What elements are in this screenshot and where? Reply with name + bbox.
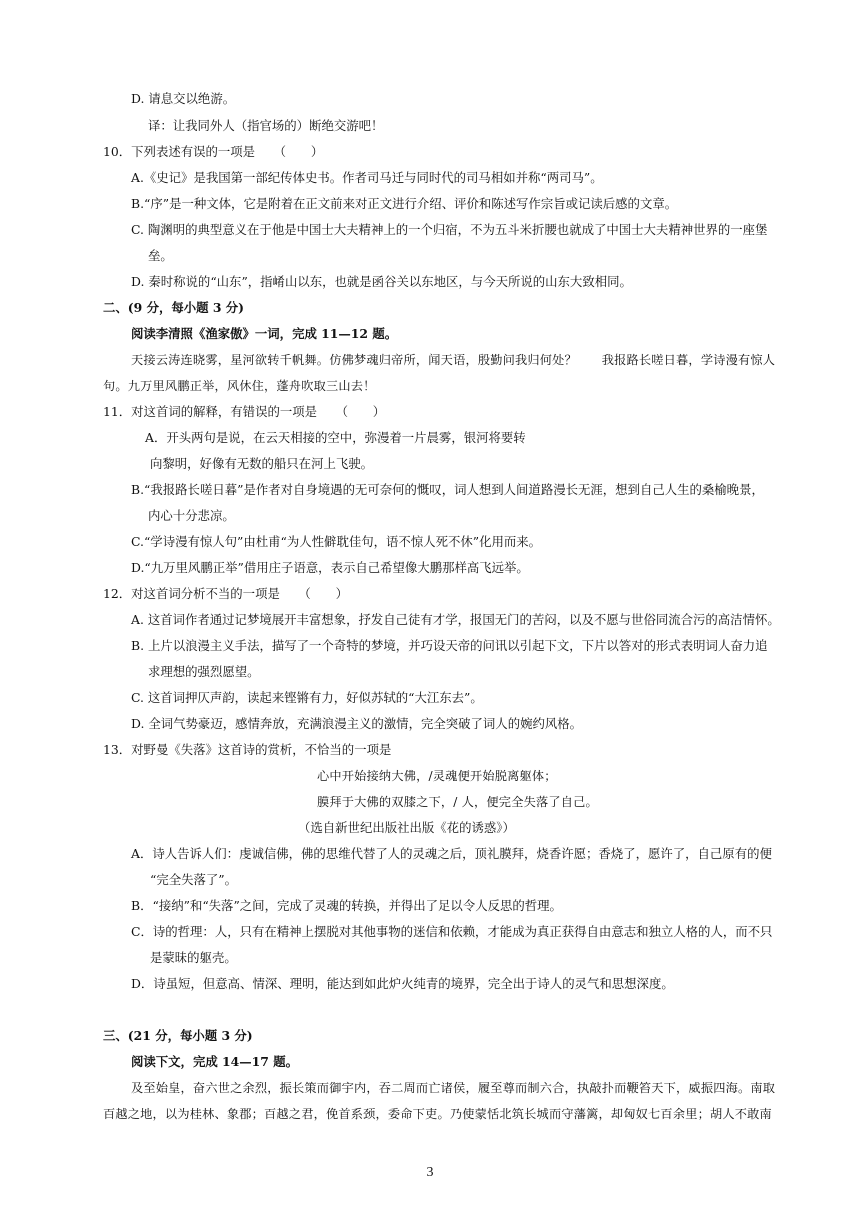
option-9d: D. 请息交以绝游。 xyxy=(131,91,236,106)
option-12b: B. 上片以浪漫主义手法，描写了一个奇特的梦境，并巧设天帝的问讯以引起下文，下片以答对的形式表明词人奋力追 xyxy=(131,638,768,653)
option-13b: B．“接纳”和“失落”之间，完成了灵魂的转换，并得出了足以令人反思的哲理。 xyxy=(131,898,562,913)
poem-source: （选自新世纪出版社出版《花的诱惑》） xyxy=(298,820,515,835)
option-13d: D．诗虽短，但意高、情深、理明，能达到如此炉火纯青的境界，完全出于诗人的灵气和思想深度。 xyxy=(131,976,674,991)
option-11c: C.“学诗漫有惊人句”由杜甫“为人性僻耽佳句，语不惊人死不休”化用而来。 xyxy=(131,534,542,549)
option-12c: C. 这首词押仄声韵，读起来铿锵有力，好似苏轼的“大江东去”。 xyxy=(131,690,483,705)
option-11d: D.“九万里风鹏正举”借用庄子语意，表示自己希望像大鹏那样高飞远举。 xyxy=(131,560,529,575)
option-12b-cont: 求理想的强烈愿望。 xyxy=(148,664,260,679)
option-11a-cont: 向黎明，好像有无数的船只在河上飞驶。 xyxy=(150,456,374,471)
option-12d: D. 全词气势豪迈，感情奔放，充满浪漫主义的激情，完全突破了词人的婉约风格。 xyxy=(131,716,583,731)
option-13c: C．诗的哲理：人，只有在精神上摆脱对其他事物的迷信和依赖，才能成为真正获得自由意志和独立人格的人，而不只 xyxy=(131,924,773,939)
passage-line-1: 及至始皇，奋六世之余烈，振长策而御宇内，吞二周而亡诸侯，履至尊而制六合，执敲扑而鞭笞天下，威振四海。南取 xyxy=(131,1081,776,1095)
option-13a-cont: “完全失落了”。 xyxy=(150,872,238,887)
option-11b-cont: 内心十分悲凉。 xyxy=(148,508,235,523)
option-13a: A．诗人告诉人们：虔诚信佛，佛的思维代替了人的灵魂之后，顶礼膜拜，烧香许愿；香烧了，愿许了，自己原有的便 xyxy=(131,846,772,861)
question-10: 10．下列表述有误的一项是 （ ） xyxy=(103,144,324,159)
section-3-heading: 三、(21 分，每小题 3 分) xyxy=(103,1028,253,1043)
option-10c-cont: 垒。 xyxy=(148,248,173,263)
section-2-instruction: 阅读李清照《渔家傲》一词，完成 11—12 题。 xyxy=(131,326,398,341)
option-10a: A.《史记》是我国第一部纪传体史书。作者司马迁与同时代的司马相如并称“两司马”。 xyxy=(131,170,603,185)
question-12: 12．对这首词分析不当的一项是 （ ） xyxy=(103,586,348,601)
section-3-instruction: 阅读下文，完成 14—17 题。 xyxy=(131,1054,299,1069)
poem-line-1: 天接云涛连晓雾，星河欲转千帆舞。仿佛梦魂归帝所，闻天语，殷勤问我归何处？ 我报路长嗟日暮，学诗漫有惊人 xyxy=(131,353,776,367)
translation-9d: 译：让我同外人（指官场的）断绝交游吧！ xyxy=(148,118,384,133)
option-10c: C. 陶渊明的典型意义在于他是中国士大夫精神上的一个归宿，不为五斗米折腰也就成了中国士大夫精神世界的一座堡 xyxy=(131,222,768,237)
option-11a: A．开头两句是说，在云天相接的空中，弥漫着一片晨雾，银河将要转 xyxy=(145,430,526,445)
option-11b: B.“我报路长嗟日暮”是作者对自身境遇的无可奈何的慨叹，词人想到人间道路漫长无涯，想到自己人生的桑榆晚景， xyxy=(131,482,764,497)
passage-line-2: 百越之地，以为桂林、象郡；百越之君，俛首系颈，委命下吏。乃使蒙恬北筑长城而守藩篱，却匈奴七百余里；胡人不敢南 xyxy=(103,1107,772,1121)
option-13c-cont: 是蒙昧的躯壳。 xyxy=(150,950,237,965)
question-13: 13．对野曼《失落》这首诗的赏析，不恰当的一项是 xyxy=(103,742,392,757)
section-2-heading: 二、(9 分，每小题 3 分) xyxy=(103,300,245,315)
option-10d: D. 秦时称说的“山东”，指崤山以东，也就是函谷关以东地区，与今天所说的山东大致相同。 xyxy=(131,274,632,289)
question-11: 11．对这首词的解释，有错误的一项是 （ ） xyxy=(103,404,386,419)
option-10b: B.“序”是一种文体，它是附着在正文前来对正文进行介绍、评价和陈述写作宗旨或记读后感的文章。 xyxy=(131,196,678,211)
poem-shiluo-line-1: 心中开始接纳大佛，/灵魂便开始脱离躯体； xyxy=(317,769,557,783)
poem-line-2: 句。九万里风鹏正举，风休住，蓬舟吹取三山去！ xyxy=(103,379,376,393)
poem-shiluo-line-2: 膜拜于大佛的双膝之下，/ 人，便完全失落了自己。 xyxy=(317,795,598,809)
page-number: 3 xyxy=(426,1165,434,1180)
option-12a: A. 这首词作者通过记梦境展开丰富想象，抒发自己徒有才学，报国无门的苦闷，以及不愿与世俗同流合污的高洁情怀。 xyxy=(131,612,780,627)
